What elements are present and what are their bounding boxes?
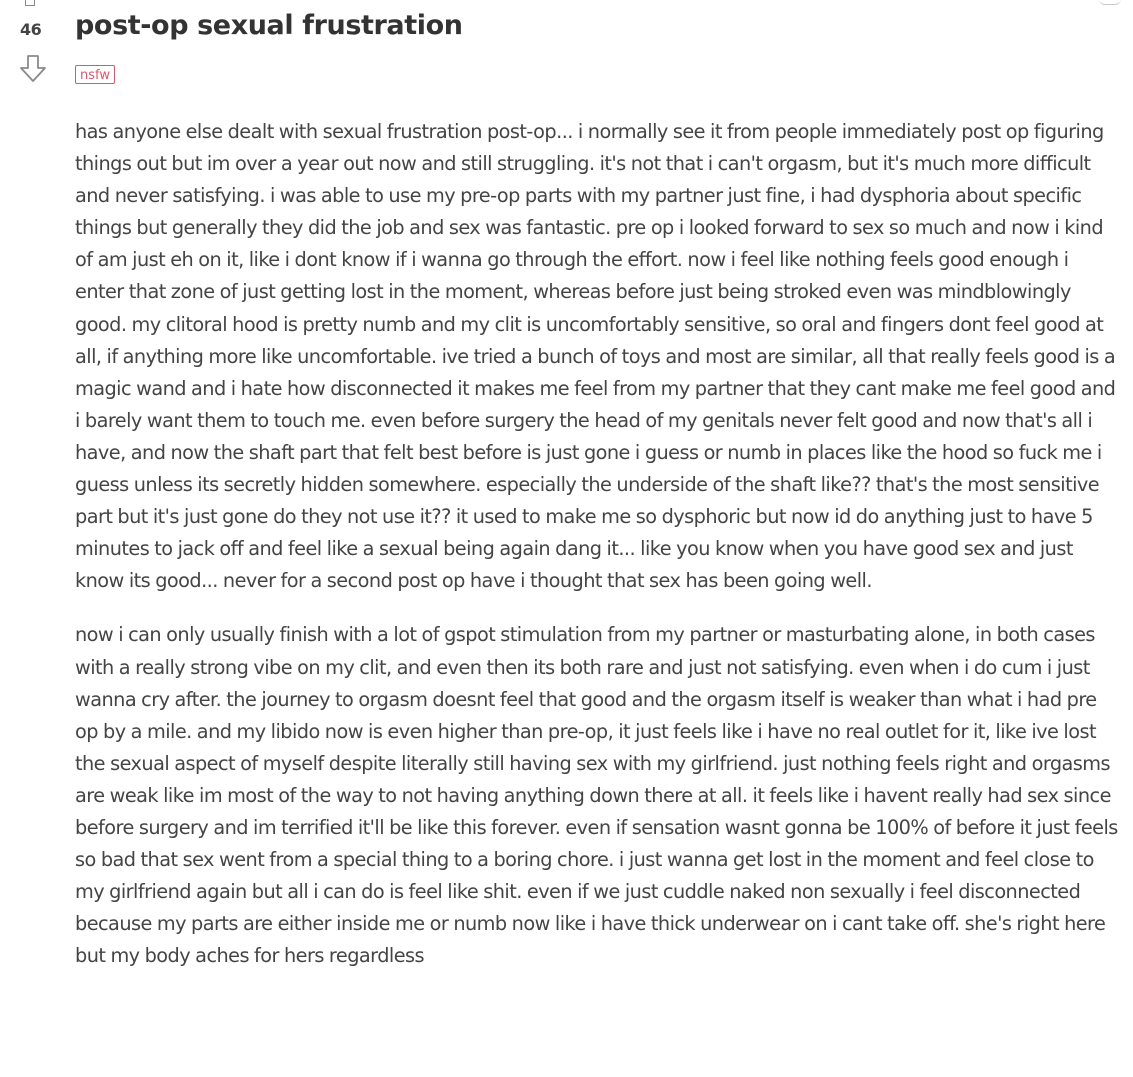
upvote-arrow-icon[interactable]: [25, 0, 35, 6]
vote-score: 46: [20, 20, 42, 39]
post-body: [75, 116, 1119, 972]
post-title[interactable]: post-op sexual frustration: [75, 10, 463, 41]
post-paragraph: has anyone else dealt with sexual frustration post-op... i normally see it from people immediately post op figuring things out but im over a year out now and still struggling. it's not that i can't orgasm, but it's much more difficult and never satisfying. i was able to use my pre-op parts with my partner just fine, i had dysphoria about specific things but generally they did the job and sex was fantastic. pre op i looked forward to sex so much and now i kind of am just eh on it, like i dont know if i wanna go through the effort. now i feel like nothing feels good enough i enter that zone of just getting lost in the moment, whereas before just being stroked even was mindblowingly good. my clitoral hood is pretty numb and my clit is uncomfortably sensitive, so oral and fingers dont feel good at all, if anything more like uncomfortable. ive tried a bunch of toys and most are similar, all that really feels good is a magic wand and i hate how disconnected it makes me feel from my partner that they cant make me feel good and i barely want them to touch me. even before surgery the head of my genitals never felt good and now that's all i have, and now the shaft part that felt best before is just gone i guess or numb in places like the hood so fuck me i guess unless its secretly hidden somewhere. especially the underside of the shaft like?? that's the most sensitive part but it's just gone do they not use it?? it used to make me so dysphoric but now id do anything just to have 5 minutes to jack off and feel like a sexual being again dang it... like you know when you have good sex and just know its good... never for a second post op have i thought that sex has been going well.: [75, 120, 1116, 593]
more-options-icon[interactable]: [1099, 0, 1121, 5]
nsfw-badge: nsfw: [75, 65, 115, 84]
vote-column: [0, 0, 66, 1077]
post-paragraph: now i can only usually finish with a lot of gspot stimulation from my partner or masturbating alone, in both cases with a really strong vibe on my clit, and even then its both rare and just not satisfying. even when i do cum i just wanna cry after. the journey to orgasm doesnt feel that good and the orgasm itself is weaker than what i had pre op by a mile. and my libido now is even higher than pre-op, it just feels like i have no real outlet for it, like ive lost the sexual aspect of myself despite literally still having sex with my girlfriend. just nothing feels right and orgasms are weak like im most of the way to not having anything down there at all. it feels like i havent really had sex since before surgery and im terrified it'll be like this forever. even if sensation wasnt gonna be 100% of before it just feels so bad that sex went from a special thing to a boring chore. i just wanna get lost in the moment and feel close to my girlfriend again but all i can do is feel like shit. even if we just cuddle naked non sexually i feel disconnected because my parts are either inside me or numb now like i have thick underwear on i cant take off. she's right here but my body aches for hers regardless: [75, 623, 1118, 968]
downvote-arrow-icon[interactable]: [17, 53, 49, 85]
